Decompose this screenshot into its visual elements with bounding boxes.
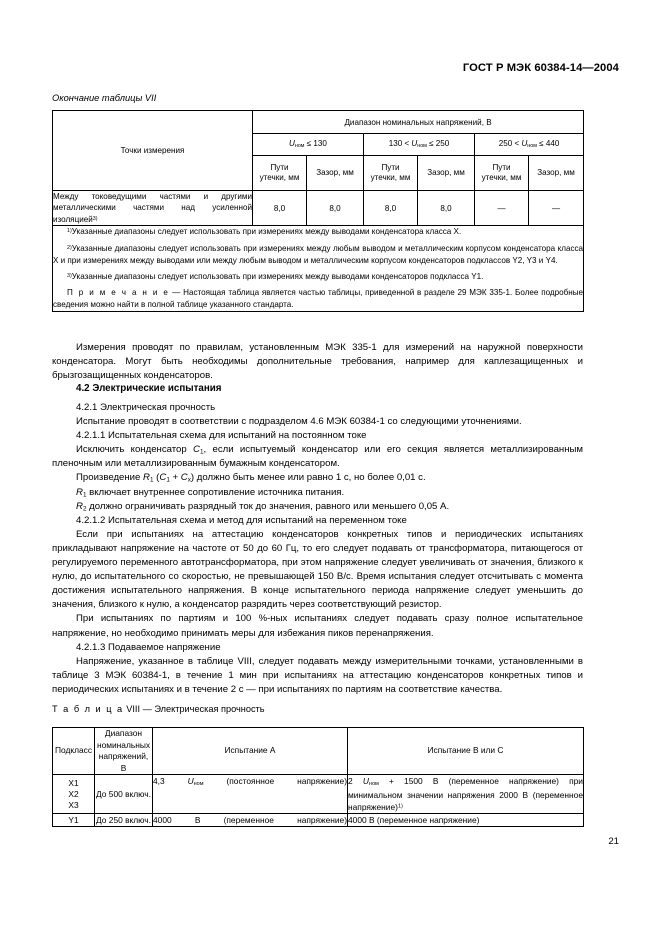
subclass-x2: X2	[68, 788, 79, 799]
header-range-text: Диапазон номинальных напряжений, В	[96, 728, 151, 773]
table-viii	[52, 727, 584, 827]
heading-42: 4.2 Электрические испытания	[76, 383, 222, 394]
test-bc-sub: ном	[368, 781, 379, 788]
table-note-text: — Настоящая таблица является частью таблицы, приведенной в разделе 29 МЭК 335-1. Более подробные сведения можно найти в полной таблице указанного стандарта.	[53, 288, 584, 310]
range-1-sub: ном	[294, 143, 305, 150]
footnote-2	[53, 243, 583, 267]
cell-value-4: 8,0	[418, 191, 475, 226]
cell-header-test-a: Испытание А	[153, 728, 348, 775]
resistor-r1-sub-2: 1	[82, 490, 87, 498]
formula-product-post: должно быть менее или равно 1 с, но более 0,01 с.	[194, 472, 426, 484]
cell-subheader-2	[307, 156, 364, 191]
cell-range-group-header: Диапазон номинальных напряжений, В	[253, 111, 584, 134]
para-formula-product: Произведение $R_1$ $(C_1 + C_x)$ должно быть менее или равно 1 с, но более 0,01 с.	[76, 472, 426, 484]
footnote-1-marker: 1)	[67, 228, 72, 235]
cell-test-bc-row-1	[348, 775, 584, 814]
para-formula-r1	[52, 486, 583, 500]
cell-subclass-group-2	[53, 814, 95, 827]
row-label-sup: 3)	[92, 215, 98, 222]
range-1-op: ≤ 130	[304, 139, 327, 149]
subheader-2-text: Зазор, мм	[316, 167, 354, 177]
para-4211-pre: Исключить конденсатор	[76, 444, 194, 456]
footnote-1-text: Указанные диапазоны следует использовать при измерениях между выводами конденсатора класса Х.	[71, 227, 462, 237]
subheader-1-text: Пути утечки, мм	[259, 162, 300, 182]
section-heading-42	[52, 382, 583, 396]
subheader-4-text: Зазор, мм	[427, 167, 465, 177]
footnote-3-marker: 3)	[67, 272, 72, 279]
cap-cx-sub: x	[187, 476, 191, 484]
para-421: Испытание проводят в соответствии с подразделом 4.6 МЭК 60384-1 со следующими уточнениями.	[76, 416, 522, 428]
formula-r2-post: должно ограничивать разрядный ток до значения, равного или меньшего 0,05 А.	[86, 500, 450, 512]
resistor-r1-sub: 1	[149, 476, 154, 484]
para-measurements: Измерения проводят по правилам, установленным МЭК 335-1 для измерений на наружной поверхности конденсатора. Могут быть необходимы дополнительные требования, например для каплезащищенных и брызгозащищенных конденсаторов.	[52, 342, 583, 382]
cell-range-row-1: До 500 включ.	[95, 775, 153, 814]
cell-subheader-1	[253, 156, 307, 191]
resistor-r1-var: R	[143, 472, 150, 484]
range-2-prefix: 130 <	[388, 139, 412, 149]
cell-footnotes	[53, 226, 584, 312]
heading-4211: 4.2.1.1 Испытательная схема для испытаний на постоянном токе	[76, 430, 367, 442]
capacitor-c-var: C	[193, 444, 200, 456]
table-vii-caption: Окончание таблицы VII	[52, 93, 157, 103]
table-vii	[52, 110, 584, 312]
standard-header: ГОСТ Р МЭК 60384-14—2004	[462, 62, 619, 74]
cell-header-range	[95, 728, 153, 775]
cell-test-a-row-1	[153, 775, 348, 814]
para-4212: Если при испытаниях на аттестацию конденсаторов конкретных типов и периодических испытаниях прикладывают напряжение на частоте от 50 до 60 Гц, то его следует подавать от трансформатора, питающегося от регулируемого переменного автотрансформатора, при этом напряжение следует увеличивать от значения, близкого к нулю, до испытательного со скоростью, не превышающей 150 В/с. Время испытания следует отсчитывать с момента достижения испытательного напряжения. В конце испытательного периода напряжение следует уменьшить до значения, близкого к нулю, а конденсатор разрядить через соответствующий резистор.	[52, 528, 583, 611]
subclass-y1: Y1	[68, 814, 79, 825]
range-3-prefix: 250 <	[498, 139, 522, 149]
para-4211-exclude	[52, 443, 583, 471]
cell-row-label	[53, 191, 253, 226]
body-section-measurements	[52, 341, 583, 383]
range-1-var: U	[289, 139, 295, 149]
table-footnotes-row	[53, 226, 584, 312]
resistor-r2-var: R	[76, 500, 83, 512]
cell-subheader-6	[529, 156, 584, 191]
cap-c1-sub: 1	[166, 476, 170, 484]
para-4212-b: При испытаниях по партиям и 100 %-ных испытаниях следует подавать сразу полное испытательное напряжение, но необходимо принимать меры для избежания пиков перенапряжения.	[52, 613, 583, 639]
subheader-6-text: Зазор, мм	[537, 167, 575, 177]
subclass-x3: X3	[68, 799, 79, 810]
cell-value-3: 8,0	[364, 191, 418, 226]
heading-4213: 4.2.1.3 Подаваемое напряжение	[76, 641, 221, 653]
cell-value-6: —	[529, 191, 584, 226]
row-label-text: Между токоведущими частями и другими металлическими частями над усиленной изоляцией	[53, 192, 252, 224]
cell-header-test-bc: Испытание В или С	[348, 728, 584, 775]
range-2-sub: ном	[417, 143, 427, 150]
cell-range-3	[475, 134, 584, 156]
range-2-op: ≤ 250	[426, 139, 450, 149]
cell-subheader-5	[475, 156, 529, 191]
body-section-421	[52, 401, 583, 697]
subheader-5-text: Пути утечки, мм	[481, 162, 522, 182]
capacitor-c-sub: 1	[199, 448, 204, 456]
cell-range-row-2: До 250 включ.	[96, 815, 151, 826]
para-formula-r2	[52, 500, 583, 514]
cap-c1-var: C	[159, 472, 167, 484]
subheader-3-text: Пути утечки, мм	[370, 162, 411, 182]
resistor-r1-var-2: R	[76, 486, 83, 498]
table-row	[53, 191, 584, 226]
cell-range-1	[253, 134, 364, 156]
cell-value-2: 8,0	[307, 191, 364, 226]
range-3-var: U	[521, 139, 528, 149]
cell-header-subclass: Подкласс	[53, 728, 95, 775]
cell-value-1: 8,0	[253, 191, 307, 226]
test-bc-post: + 1500 В (переменное напряжение) при минимальном значении напряжения 2000 В (переменное напряжение)	[348, 776, 583, 812]
range-3-op: ≤ 440	[536, 139, 560, 149]
cell-subclass-group-1	[53, 775, 95, 814]
table-note-label: П р и м е ч а н и е	[67, 288, 170, 298]
range-3-sub: ном	[527, 143, 537, 150]
cell-test-bc-row-2: 4000 В (переменное напряжение)	[348, 814, 584, 827]
table-row	[53, 775, 584, 814]
cell-test-a-row-2: 4000 В (переменное напряжение)	[153, 815, 347, 826]
heading-421: 4.2.1 Электрическая прочность	[76, 402, 216, 413]
test-bc-pre: 2	[348, 776, 363, 787]
cell-points-header: Точки измерения	[53, 111, 253, 191]
table-row	[53, 728, 584, 775]
table-row	[53, 111, 584, 134]
test-a-var: U	[187, 776, 194, 787]
resistor-r2-sub: 2	[82, 505, 87, 513]
range-2-var: U	[411, 139, 418, 149]
heading-4212: 4.2.1.2 Испытательная схема и метод для испытаний на переменном токе	[76, 514, 407, 526]
formula-product-pre: Произведение	[76, 472, 144, 484]
footnote-2-marker: 2)	[67, 244, 72, 251]
cell-subheader-3	[364, 156, 418, 191]
footnote-3-text: Указанные диапазоны следует использовать при измерениях между выводами конденсаторов подкласса Y1.	[71, 271, 484, 281]
footnote-3	[53, 271, 583, 283]
table-note	[53, 287, 583, 311]
cell-range-2	[364, 134, 475, 156]
subclass-x1: X1	[68, 777, 79, 788]
cell-value-5: —	[475, 191, 529, 226]
page-number: 21	[608, 836, 619, 847]
footnote-2-text: Указанные диапазоны следует использовать при измерениях между любым выводом и металлическим корпусом конденсатора класса Х и при измерениях между выводами или между любым выводом и металлическим корпусом конденсаторов подклассов Y2, Y3 и Y4.	[53, 243, 584, 265]
test-bc-sup: 1)	[397, 803, 403, 810]
table-row	[53, 814, 584, 827]
cell-subheader-4	[418, 156, 475, 191]
test-a-pre: 4,3	[153, 776, 188, 787]
test-a-post: (постоянное напряжение)	[203, 776, 347, 787]
test-a-sub: ном	[193, 781, 204, 788]
table-viii-caption-rest: VIII — Электрическая прочность	[126, 704, 265, 714]
table-viii-caption-label: Т а б л и ц а	[52, 704, 124, 714]
test-bc-var: U	[362, 776, 369, 787]
cap-cx-var: C	[180, 472, 188, 484]
para-4213: Напряжение, указанное в таблице VIII, следует подавать между измерительными точками, установленными в таблице 3 МЭК 60384-1, в течение 1 мин при испытаниях на аттестацию конденсаторов конкретных типов и периодических испытаниях и в течение 2 с — при испытаниях по партиям на соответствие качества.	[52, 655, 583, 695]
footnote-1	[53, 226, 583, 238]
table-viii-caption	[52, 704, 265, 714]
para-4211-post: , если испытуемый конденсатор или его секция является металлизированным пленочным или металлизированным бумажным конденсатором.	[52, 444, 583, 470]
formula-r1-post: включает внутреннее сопротивление источника питания.	[86, 486, 345, 498]
